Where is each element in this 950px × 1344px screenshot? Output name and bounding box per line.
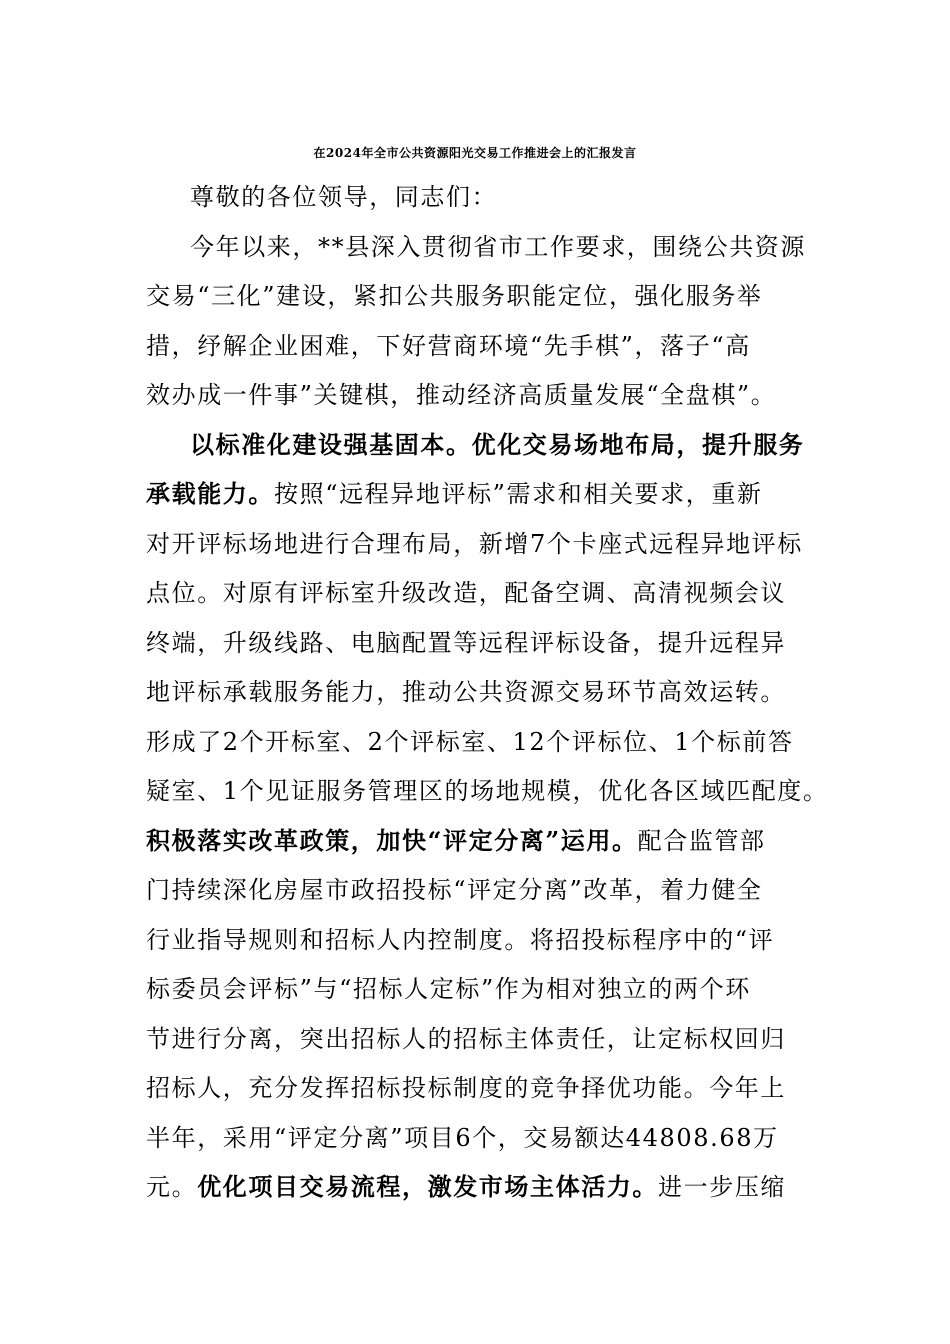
- text-segment: 措，纾解企业困难，下好营商环境“先手棋”，落子“高: [146, 331, 751, 360]
- text-segment: 招标人，充分发挥招标投标制度的竞争择优功能。今年上: [146, 1074, 786, 1102]
- text-line: [146, 717, 794, 767]
- text-segment: 元。: [146, 1173, 198, 1201]
- text-segment: 疑室、1个见证服务管理区的场地规模，优化各区域匹配度。: [146, 777, 829, 805]
- text-segment: 地评标承载服务能力，推动公共资源交易环节高效运转。: [146, 678, 786, 706]
- text-line: [146, 766, 828, 816]
- text-segment: 效办成一件事”关键棋，推动经济高质量发展“全盘棋”。: [146, 381, 777, 409]
- text-line: [146, 321, 751, 371]
- text-segment: 形成了2个开标室、2个评标室、12个评标位、1个标前答: [146, 727, 794, 756]
- text-segment: 今年以来，**县深入贯彻省市工作要求，围绕公共资源: [190, 232, 806, 261]
- text-segment: 终端，升级线路、电脑配置等远程评标设备，提升远程异: [146, 628, 786, 657]
- text-segment: 行业指导规则和招标人内控制度。将招投标程序中的“评: [146, 925, 775, 954]
- text-line: [146, 469, 763, 519]
- text-line: [146, 1014, 786, 1064]
- text-segment: 交易“三化”建设，紧扣公共服务职能定位，强化服务举: [146, 282, 763, 310]
- text-segment: 配合监管部: [637, 826, 766, 855]
- text-segment: 节进行分离，突出招标人的招标主体责任，让定标权回归: [146, 1024, 786, 1053]
- text-segment: 进一步压缩: [658, 1173, 787, 1201]
- bold-text-segment: 优化项目交易流程，激发市场主体活力。: [197, 1172, 659, 1201]
- text-segment: 半年，采用“评定分离”项目6个，交易额达44808.68万: [146, 1123, 779, 1152]
- text-segment: 门持续深化房屋市政招投标“评定分离”改革，着力健全: [146, 876, 763, 904]
- text-line: [146, 667, 786, 717]
- bold-text-segment: 以标准化建设强基固本。优化交易场地布局，提升服务: [190, 429, 805, 459]
- text-line: [146, 964, 751, 1014]
- text-segment: 点位。对原有评标室升级改造，配备空调、高清视频会议: [146, 579, 786, 607]
- text-line: [146, 568, 786, 618]
- text-line: [190, 222, 806, 272]
- text-line: [146, 865, 763, 915]
- bold-text-segment: 承载能力。: [146, 479, 274, 508]
- bold-text-segment: 积极落实改革政策，加快“评定分离”运用。: [146, 825, 638, 855]
- text-segment: 标委员会评标”与“招标人定标”作为相对独立的两个环: [146, 975, 751, 1003]
- text-line: [146, 1162, 786, 1212]
- text-line: [146, 519, 803, 569]
- text-line: [146, 816, 766, 866]
- text-line: [146, 618, 786, 668]
- text-segment: 按照“远程异地评标”需求和相关要求，重新: [274, 480, 763, 508]
- text-line: [146, 915, 774, 965]
- text-line: [146, 1113, 779, 1163]
- text-line: [190, 172, 497, 222]
- document-title: 在2024年全市公共资源阳光交易工作推进会上的汇报发言: [313, 146, 637, 160]
- text-line: [146, 1063, 786, 1113]
- text-segment: 尊敬的各位领导，同志们：: [190, 183, 498, 211]
- text-segment: 对开评标场地进行合理布局，新增7个卡座式远程异地评标: [146, 529, 803, 558]
- text-line: [146, 271, 763, 321]
- text-line: [190, 420, 804, 470]
- text-line: [146, 370, 776, 420]
